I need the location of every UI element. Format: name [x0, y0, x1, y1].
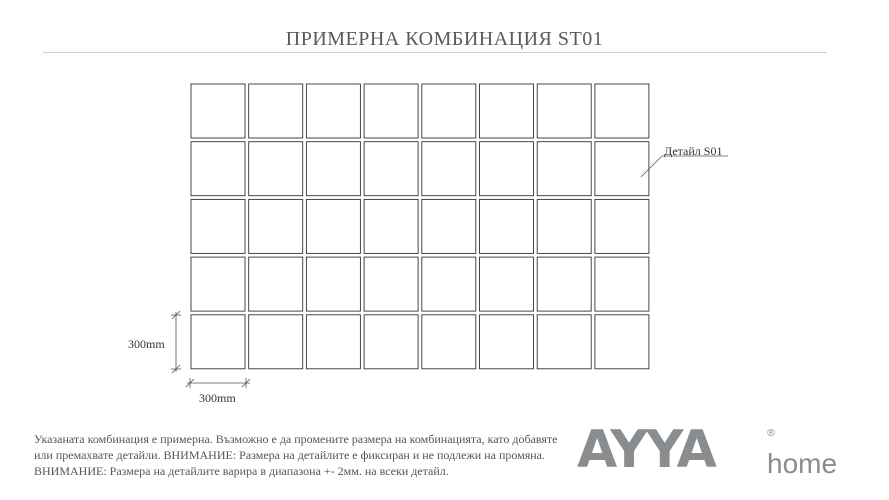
tile [537, 315, 591, 369]
horizontal-dimension-marker [186, 378, 250, 388]
tile [191, 257, 245, 311]
detail-callout-label: Детайл S01 [664, 144, 723, 158]
tile [249, 199, 303, 253]
tile [306, 315, 360, 369]
tile [191, 315, 245, 369]
tile [249, 315, 303, 369]
logo-wordmark: AYYA [577, 420, 715, 480]
tile [364, 84, 418, 138]
page-title: ПРИМЕРНА КОМБИНАЦИЯ ST01 [285, 28, 604, 50]
tile [249, 142, 303, 196]
vertical-dimension-marker [171, 311, 181, 373]
tile [537, 84, 591, 138]
tile [306, 199, 360, 253]
tile [422, 315, 476, 369]
tile [537, 142, 591, 196]
tile [422, 142, 476, 196]
tile [306, 257, 360, 311]
tile [191, 142, 245, 196]
tile [364, 315, 418, 369]
tile [595, 199, 649, 253]
tile [480, 199, 534, 253]
tile [364, 199, 418, 253]
tile-grid [191, 84, 649, 369]
ayya-home-logo [577, 420, 877, 490]
tile [422, 84, 476, 138]
tile [537, 199, 591, 253]
tile [191, 84, 245, 138]
tile [595, 315, 649, 369]
tile [422, 199, 476, 253]
tile [422, 257, 476, 311]
tile [306, 142, 360, 196]
tile [595, 257, 649, 311]
tile [191, 199, 245, 253]
registered-mark: ® [766, 428, 776, 439]
logo-subtitle: home [767, 448, 838, 479]
tile [480, 142, 534, 196]
tile [249, 84, 303, 138]
tile [306, 84, 360, 138]
tile [364, 257, 418, 311]
tile [480, 257, 534, 311]
tile [249, 257, 303, 311]
disclaimer-note: Указаната комбинация е примерна. Възможно е да промените размера на комбинацията, като добавяте или премахвате детайли. ВНИМАНИЕ: Размера на детайлите е фиксиран и не подлежи на промяна. ВНИМАНИЕ: Размера на детайлите варира в диапазона +- 2мм. на всеки детайл. [34, 432, 558, 478]
tile [480, 84, 534, 138]
tile [480, 315, 534, 369]
tile [595, 84, 649, 138]
tile [595, 142, 649, 196]
tile [537, 257, 591, 311]
horizontal-dimension-label: 300mm [199, 391, 236, 405]
vertical-dimension-label: 300mm [128, 337, 165, 351]
tile [364, 142, 418, 196]
